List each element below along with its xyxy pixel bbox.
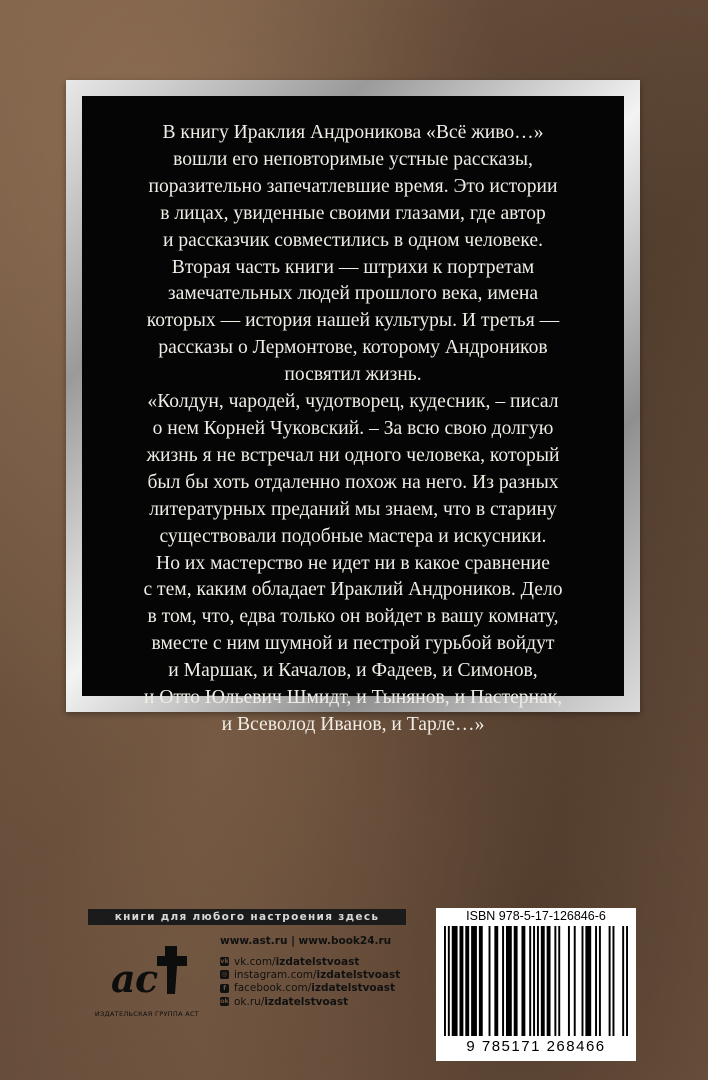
annotation-text: [100, 120, 606, 739]
barcode-bar: [609, 926, 611, 1036]
barcode-bar: [622, 926, 624, 1036]
ast-logo: [105, 942, 201, 1002]
social-link-handle: izdatelstvoast: [275, 955, 360, 968]
barcode-bar: [459, 926, 463, 1036]
barcode-digits: 9 785171 268466: [466, 1038, 606, 1055]
barcode-bar: [554, 926, 556, 1036]
barcode-bars: [444, 926, 628, 1036]
barcode-bar: [521, 926, 525, 1036]
annotation-line: и Отто Юльевич Шмидт, и Тынянов, и Пастернак,: [143, 687, 563, 709]
annotation-line: посвятил жизнь.: [284, 364, 422, 386]
social-link-odnoklassniki[interactable]: [220, 995, 400, 1008]
annotation-line: существовали подобные мастера и искусники.: [159, 525, 547, 547]
barcode-bar: [585, 926, 591, 1036]
social-link-prefix: ok.ru/: [234, 995, 265, 1008]
social-link-prefix: instagram.com/: [234, 968, 317, 981]
barcode-bar: [494, 926, 498, 1036]
barcode-bar: [613, 926, 615, 1036]
barcode-bar: [599, 926, 601, 1036]
publisher-caption: ИЗДАТЕЛЬСКАЯ ГРУППА АСТ: [94, 1010, 200, 1018]
annotation-line: литературных преданий мы знаем, что в старину: [149, 498, 557, 520]
barcode-bar: [506, 926, 512, 1036]
barcode-bar: [568, 926, 570, 1036]
barcode-bar: [471, 926, 477, 1036]
annotation-line: в том, что, едва только он войдет в вашу комнату,: [147, 606, 559, 628]
barcode-bar: [537, 926, 539, 1036]
annotation-line: вместе с ним шумной и пестрой гурьбой войдут: [151, 633, 555, 655]
annotation-line: был бы хоть отдаленно похож на него. Из разных: [147, 471, 559, 493]
facebook-icon: f: [220, 984, 229, 993]
annotation-line: в лицах, увиденные своими глазами, где автор: [160, 202, 546, 224]
annotation-line: с тем, каким обладает Ираклий Андроников. Дело: [143, 579, 563, 601]
svg-text:c: c: [135, 956, 159, 1001]
annotation-line: и Всеволод Иванов, и Тарле…»: [221, 713, 485, 735]
annotation-line: которых — история нашей культуры. И третья —: [146, 310, 560, 332]
annotation-line: вошли его неповторимые устные рассказы,: [173, 148, 533, 170]
instagram-icon: ◎: [221, 970, 228, 979]
annotation-line: и Маршак, и Качалов, и Фадеев, и Симонов,: [168, 660, 538, 682]
social-link-handle: izdatelstvoast: [311, 982, 395, 995]
barcode-bar: [465, 926, 469, 1036]
barcode-bar: [626, 926, 628, 1036]
isbn-label: ISBN 978-5-17-126846-6: [466, 909, 606, 923]
social-link-handle: izdatelstvoast: [316, 968, 401, 981]
odnoklassniki-icon: ok: [220, 997, 229, 1006]
contact-links: [220, 935, 400, 1008]
social-link-vk[interactable]: [220, 955, 400, 968]
barcode-bar: [547, 926, 551, 1036]
annotation-line: и рассказчик совместились в одном человеке.: [163, 229, 543, 251]
vk-icon: vk: [220, 957, 229, 966]
social-link-instagram[interactable]: [220, 968, 400, 981]
svg-text:a: a: [111, 956, 136, 1001]
website-links[interactable]: www.ast.ru | www.book24.ru: [220, 935, 392, 947]
annotation-line: В книгу Ираклия Андроникова «Всё живо…»: [162, 122, 544, 143]
isbn-barcode: [436, 908, 636, 1061]
annotation-panel: [82, 96, 624, 735]
barcode-bar: [582, 926, 584, 1036]
annotation-line: жизнь я не встречал ни одного человека, который: [146, 444, 560, 466]
annotation-line: о нем Корней Чуковский. – За всю свою долгую: [152, 417, 554, 439]
barcode-bar: [452, 926, 458, 1036]
barcode-bar: [595, 926, 597, 1036]
tagline-banner: книги для любого настроения здесь: [88, 909, 406, 925]
barcode-bar: [541, 926, 545, 1036]
barcode-bar: [479, 926, 483, 1036]
annotation-line: Но их мастерство не идет ни в какое сравнение: [156, 552, 550, 574]
annotation-line: «Колдун, чародей, чудотворец, кудесник, – писал: [147, 391, 559, 413]
barcode-bar: [489, 926, 491, 1036]
annotation-line: рассказы о Лермонтове, которому Андроников: [158, 337, 548, 359]
annotation-frame: [66, 80, 640, 735]
annotation-line: замечательных людей прошлого века, имена: [167, 283, 539, 305]
social-link-prefix: vk.com/: [234, 955, 276, 968]
barcode-bar: [558, 926, 560, 1036]
annotation-line: Вторая часть книги — штрихи к портретам: [171, 256, 535, 278]
social-link-handle: izdatelstvoast: [264, 995, 349, 1008]
barcode-bar: [502, 926, 504, 1036]
social-link-prefix: facebook.com/: [234, 982, 312, 995]
annotation-line: поразительно запечатлевшие время. Это истории: [148, 175, 558, 197]
barcode-bar: [514, 926, 518, 1036]
barcode-bar: [574, 926, 576, 1036]
barcode-bar: [533, 926, 535, 1036]
barcode-bar: [529, 926, 531, 1036]
social-link-facebook[interactable]: [220, 982, 400, 995]
barcode-bar: [448, 926, 450, 1036]
barcode-bar: [444, 926, 446, 1036]
